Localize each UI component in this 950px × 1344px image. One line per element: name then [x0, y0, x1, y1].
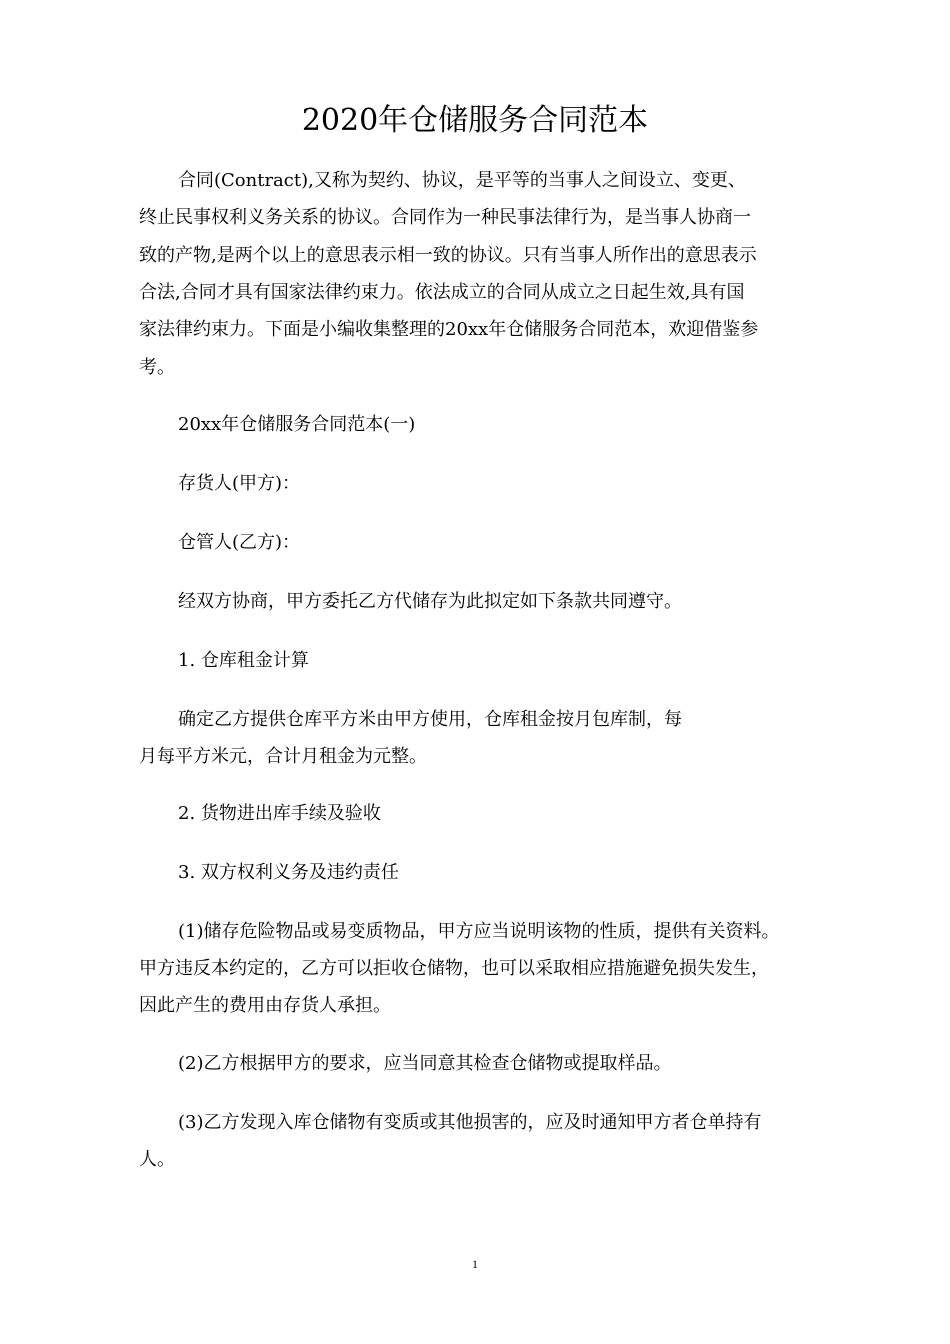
item-3-line-2: 人。 [139, 1149, 175, 1170]
intro-line-2: 终止民事权利义务关系的协议。合同作为一种民事法律行为，是当事人协商一 [139, 207, 751, 228]
depositor-line: 存货人(甲方)： [178, 473, 301, 494]
section-2-heading: 2. 货物进出库手续及验收 [178, 803, 381, 824]
intro-line-4: 合法,合同才具有国家法律约束力。依法成立的合同从成立之日起生效,具有国 [139, 282, 745, 303]
intro-line-6: 考。 [139, 357, 175, 378]
section-3-item-2: (2)乙方根据甲方的要求，应当同意其检查仓储物或提取样品。 [178, 1053, 672, 1074]
section-1-heading: 1. 仓库租金计算 [178, 650, 309, 671]
intro-line-5: 家法律约束力。下面是小编收集整理的20xx年仓储服务合同范本，欢迎借鉴参 [139, 319, 759, 340]
item-1-line-2: 甲方违反本约定的，乙方可以拒收仓储物，也可以采取相应措施避免损失发生， [139, 958, 769, 979]
section-1-line-1: 确定乙方提供仓库平方米由甲方使用，仓库租金按月包库制，每 [178, 709, 682, 730]
section-3-heading: 3. 双方权利义务及违约责任 [178, 862, 399, 883]
agreement-line: 经双方协商，甲方委托乙方代储存为此拟定如下条款共同遵守。 [178, 591, 682, 612]
intro-line-3: 致的产物,是两个以上的意思表示相一致的协议。只有当事人所作出的意思表示 [139, 245, 757, 266]
custodian-line: 仓管人(乙方)： [178, 532, 301, 553]
item-1-line-1: (1)储存危险物品或易变质物品，甲方应当说明该物的性质，提供有关资料。 [178, 921, 780, 942]
item-1-line-3: 因此产生的费用由存货人承担。 [139, 995, 391, 1016]
document-title: 2020年仓储服务合同范本 [301, 103, 649, 138]
contract-heading: 20xx年仓储服务合同范本(一) [178, 414, 416, 435]
section-1-line-2: 月每平方米元，合计月租金为元整。 [139, 746, 427, 767]
intro-line-1: 合同(Contract),又称为契约、协议，是平等的当事人之间设立、变更、 [178, 170, 746, 191]
page-number: 1 [472, 1257, 478, 1271]
item-3-line-1: (3)乙方发现入库仓储物有变质或其他损害的，应及时通知甲方者仓单持有 [178, 1112, 762, 1133]
